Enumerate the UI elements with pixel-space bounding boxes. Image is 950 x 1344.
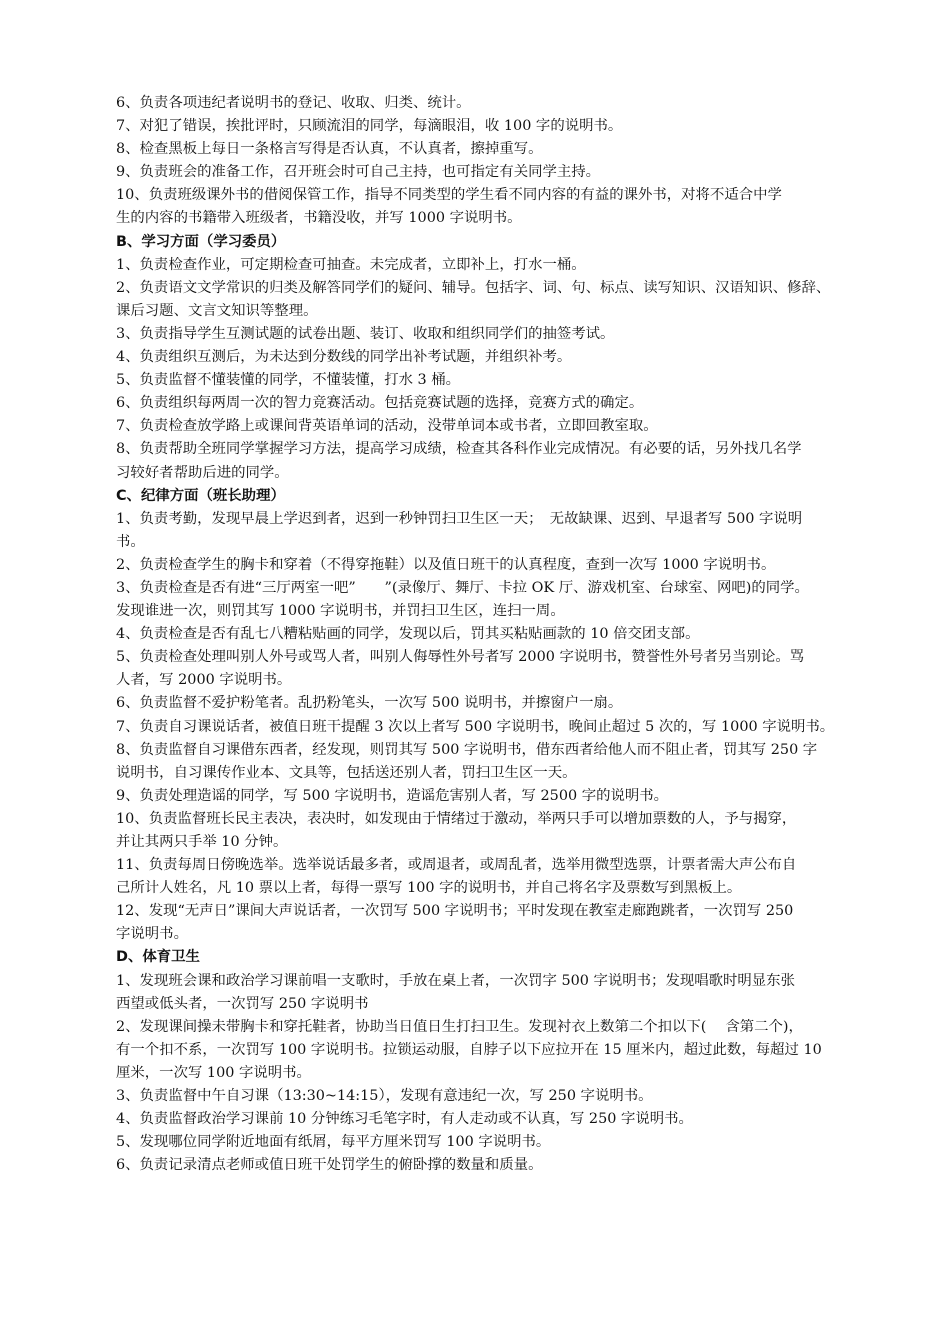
text-line: 4、负责监督政治学习课前 10 分钟练习毛笔字时，有人走动或不认真，写 250 字说明书。: [116, 1111, 693, 1128]
section-d-heading: D、体育卫生: [116, 949, 200, 966]
text-line: 说明书，自习课传作业本、文具等，包括送还别人者，罚扫卫生区一天。: [116, 764, 577, 781]
text-line: 6、负责各项违纪者说明书的登记、收取、归类、统计。: [116, 95, 471, 111]
text-line: 习较好者帮助后进的同学。: [116, 464, 289, 481]
text-line: 10、负责班级课外书的借阅保管工作，指导不同类型的学生看不同内容的有益的课外书，对将不适合中学: [116, 187, 782, 204]
text-line: 8、检查黑板上每日一条格言写得是否认真，不认真者，擦掉重写。: [116, 141, 543, 158]
text-line: 书。: [116, 533, 145, 550]
text-line: 6、负责组织每两周一次的智力竞赛活动。包括竞赛试题的选择，竞赛方式的确定。: [116, 395, 644, 412]
text-line: 生的内容的书籍带入班级者，书籍没收，并写 1000 字说明书。: [116, 210, 522, 227]
text-line: 课后习题、文言文知识等整理。: [116, 302, 318, 319]
text-line: 5、负责监督不懂装懂的同学，不懂装懂，打水 3 桶。: [116, 372, 461, 389]
text-line: 7、负责检查放学路上或课间背英语单词的活动，没带单词本或书者，立即回教室取。: [116, 418, 658, 435]
text-line: 发现谁进一次，则罚其写 1000 字说明书，并罚扫卫生区，连扫一周。: [116, 603, 565, 620]
section-a-tail: [116, 92, 886, 231]
text-line: 2、负责检查学生的胸卡和穿着（不得穿拖鞋）以及值日班干的认真程度，查到一次写 1000 字说明书。: [116, 556, 776, 573]
text-line: 6、负责监督不爱护粉笔者。乱扔粉笔头，一次写 500 说明书，并擦窗户一扇。: [116, 695, 623, 712]
text-line: 5、负责检查处理叫别人外号或骂人者，叫别人侮辱性外号者写 2000 字说明书，赞誉性外号者另当别论。骂: [116, 649, 805, 666]
text-line: 4、负责检查是否有乱七八糟粘贴画的同学，发现以后，罚其买粘贴画款的 10 倍交团支部。: [116, 626, 700, 643]
text-line: 人者，写 2000 字说明书。: [116, 672, 292, 689]
section-d-list: [116, 970, 886, 1178]
text-line: 7、对犯了错误，挨批评时，只顾流泪的同学，每滴眼泪，收 100 字的说明书。: [116, 118, 623, 135]
text-line: 3、负责监督中午自习课（13:30~14:15），发现有意违纪一次，写 250 字说明书。: [116, 1088, 653, 1105]
section-c-heading: C、纪律方面（班长助理）: [116, 487, 285, 504]
section-b-list: [116, 254, 886, 485]
text-line: 8、负责帮助全班同学掌握学习方法，提高学习成绩，检查其各科作业完成情况。有必要的话，另外找几名学: [116, 441, 802, 458]
section-c-list: [116, 508, 886, 947]
text-line: 并让其两只手举 10 分钟。: [116, 834, 288, 850]
text-line: 3、负责指导学生互测试题的试卷出题、装订、收取和组织同学们的抽签考试。: [116, 325, 615, 342]
text-line: 10、负责监督班长民主表决，表决时，如发现由于情绪过于激动，举两只手可以增加票数的人，予与揭穿，: [116, 810, 797, 827]
text-line: 1、负责检查作业，可定期检查可抽查。未完成者，立即补上，打水一桶。: [116, 256, 586, 273]
text-line: 西望或低头者，一次罚写 250 字说明书: [116, 995, 369, 1012]
text-line: 厘米，一次写 100 字说明书。: [116, 1064, 311, 1081]
text-line: 己所计人姓名，凡 10 票以上者，每得一票写 100 字的说明书，并自己将名字及票数写到黑板上。: [116, 880, 742, 897]
text-line: 9、负责班会的准备工作，召开班会时可自己主持，也可指定有关同学主持。: [116, 164, 601, 181]
text-line: 2、负责语文文学常识的归类及解答同学们的疑问、辅导。包括字、词、句、标点、读写知识、汉语知识、修辞、: [116, 279, 831, 296]
text-line: 11、负责每周日傍晚选举。选举说话最多者，或周退者，或周乱者，选举用微型选票，计票者需大声公布自: [116, 857, 797, 874]
text-line: 7、负责自习课说话者，被值日班干提醒 3 次以上者写 500 字说明书，晚间止超过 5 次的，写 1000 字说明书。: [116, 718, 835, 735]
document-page: [116, 92, 886, 1177]
text-line: 6、负责记录清点老师或值日班干处罚学生的俯卧撑的数量和质量。: [116, 1157, 543, 1174]
text-line: 5、发现哪位同学附近地面有纸屑，每平方厘米罚写 100 字说明书。: [116, 1134, 551, 1151]
text-line: 2、发现课间操未带胸卡和穿托鞋者，协助当日值日生打扫卫生。发现衬衣上数第二个扣以下( 含第二个)，: [116, 1018, 803, 1035]
text-line: 8、负责监督自习课借东西者，经发现，则罚其写 500 字说明书，借东西者给他人而不阻止者，罚其写 250 字: [116, 741, 818, 758]
text-line: 12、发现“无声日”课间大声说话者，一次罚写 500 字说明书；平时发现在教室走廊跑跳者，一次罚写 250: [116, 903, 794, 920]
text-line: 9、负责处理造谣的同学，写 500 字说明书，造谣危害别人者，写 2500 字的说明书。: [116, 787, 669, 804]
text-line: 1、发现班会课和政治学习课前唱一支歌时，手放在桌上者，一次罚字 500 字说明书；发现唱歌时明显东张: [116, 972, 795, 989]
text-line: 4、负责组织互测后，为未达到分数线的同学出补考试题，并组织补考。: [116, 349, 572, 366]
text-line: 1、负责考勤，发现早晨上学迟到者，迟到一秒钟罚扫卫生区一天； 无故缺课、迟到、早退者写 500 字说明: [116, 510, 803, 527]
text-line: 字说明书。: [116, 926, 188, 943]
section-b-heading: B、学习方面（学习委员）: [116, 233, 286, 250]
text-line: 3、负责检查是否有进“三厅两室一吧” ”(录像厅、舞厅、卡拉 OK 厅、游戏机室、台球室、网吧)的同学。: [116, 579, 809, 596]
text-line: 有一个扣不系，一次罚写 100 字说明书。拉锁运动服，自脖子以下应拉开在 15 厘米内，超过此数，每超过 10: [116, 1041, 822, 1058]
